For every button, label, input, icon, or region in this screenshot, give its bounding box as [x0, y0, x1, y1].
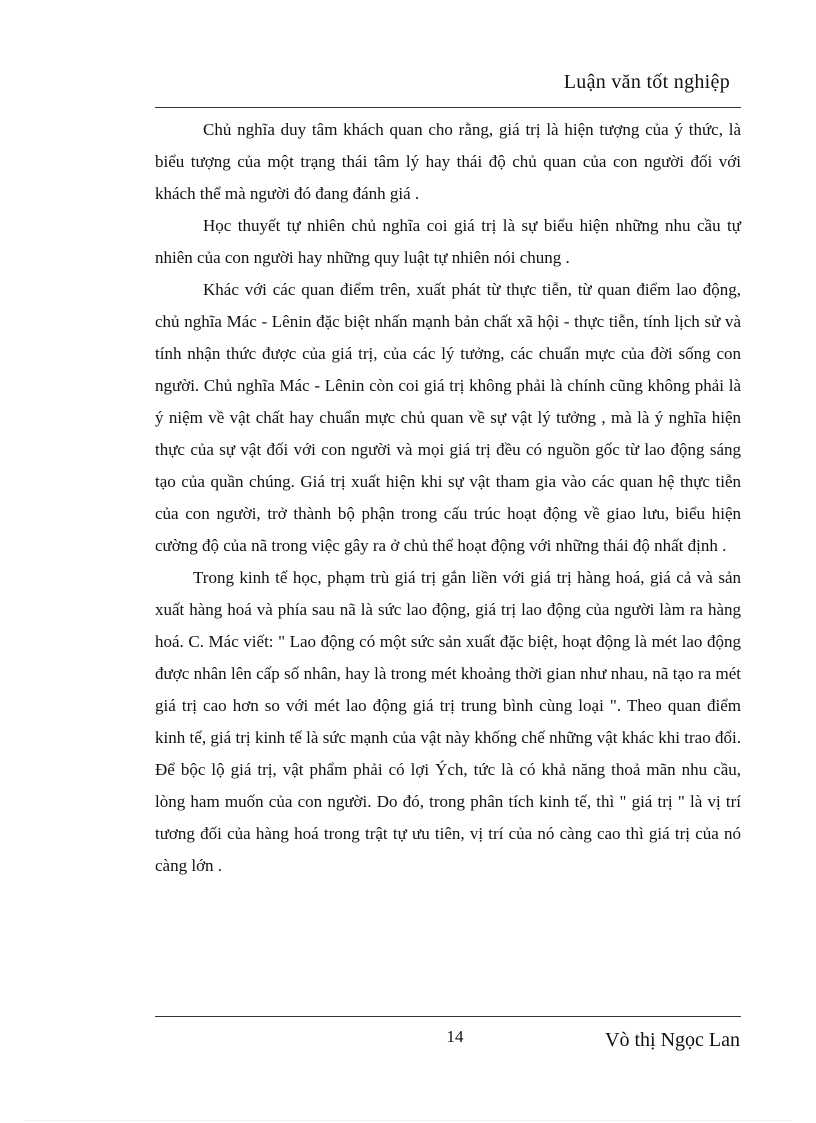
page-edge-divider — [25, 1120, 791, 1121]
paragraph: Trong kinh tế học, phạm trù giá trị gắn liền với giá trị hàng hoá, giá cả và sản xuất hàng hoá và phía sau nã là sức lao động, giá trị lao động của người làm ra hàng hoá. C. Mác viết: " Lao động có một sức sản xuất đặc biệt, hoạt động là mét lao động được nhân lên cấp số nhân, hay là trong mét khoảng thời gian như nhau, nã tạo ra mét giá trị cao hơn so với mét lao động giá trị trung bình cùng loại ". Theo quan điểm kinh tế, giá trị kinh tế là sức mạnh của vật này khống chế những vật khác khi trao đổi. Để bộc lộ giá trị, vật phẩm phải có lợi Ých, tức là có khả năng thoả mãn nhu cầu, lòng ham muốn của con người. Do đó, trong phân tích kinh tế, thì " giá trị " là vị trí tương đối của hàng hoá trong trật tự ưu tiên, vị trí của nó càng cao thì giá trị của nó càng lớn . — [155, 568, 741, 875]
header-title: Luận văn tốt nghiệp — [563, 71, 730, 93]
page-number: 14 — [446, 1027, 464, 1046]
paragraph: Học thuyết tự nhiên chủ nghĩa coi giá trị là sự biểu hiện những nhu cầu tự nhiên của con người hay những quy luật tự nhiên nói chung . — [155, 216, 741, 267]
author-name: Vò thị Ngọc Lan — [605, 1029, 740, 1051]
header-divider — [155, 107, 741, 108]
paragraph: Khác với các quan điểm trên, xuất phát từ thực tiễn, từ quan điểm lao động, chủ nghĩa Mác - Lênin đặc biệt nhấn mạnh bản chất xã hội - thực tiễn, tính lịch sử và tính nhận thức được của giá trị, của các lý tưởng, các chuẩn mực của đời sống con người. Chủ nghĩa Mác - Lênin còn coi giá trị không phải là chính cũng không phải là ý niệm về vật chất hay chuẩn mực chủ quan về sự vật lý tưởng , mà là ý nghĩa hiện thực của sự vật đối với con người và mọi giá trị đều có nguồn gốc từ lao động sáng tạo của quần chúng. Giá trị xuất hiện khi sự vật tham gia vào các quan hệ thực tiễn của con người, trở thành bộ phận trong cấu trúc hoạt động về giao lưu, biểu hiện cường độ của nã trong việc gây ra ở chủ thể hoạt động với những thái độ nhất định . — [155, 280, 741, 555]
paragraph: Chủ nghĩa duy tâm khách quan cho rằng, giá trị là hiện tượng của ý thức, là biểu tượng của một trạng thái tâm lý hay thái độ chủ quan của con người đối với khách thể mà người đó đang đánh giá . — [155, 120, 741, 203]
body-text — [155, 114, 741, 882]
footer-divider — [155, 1016, 741, 1017]
